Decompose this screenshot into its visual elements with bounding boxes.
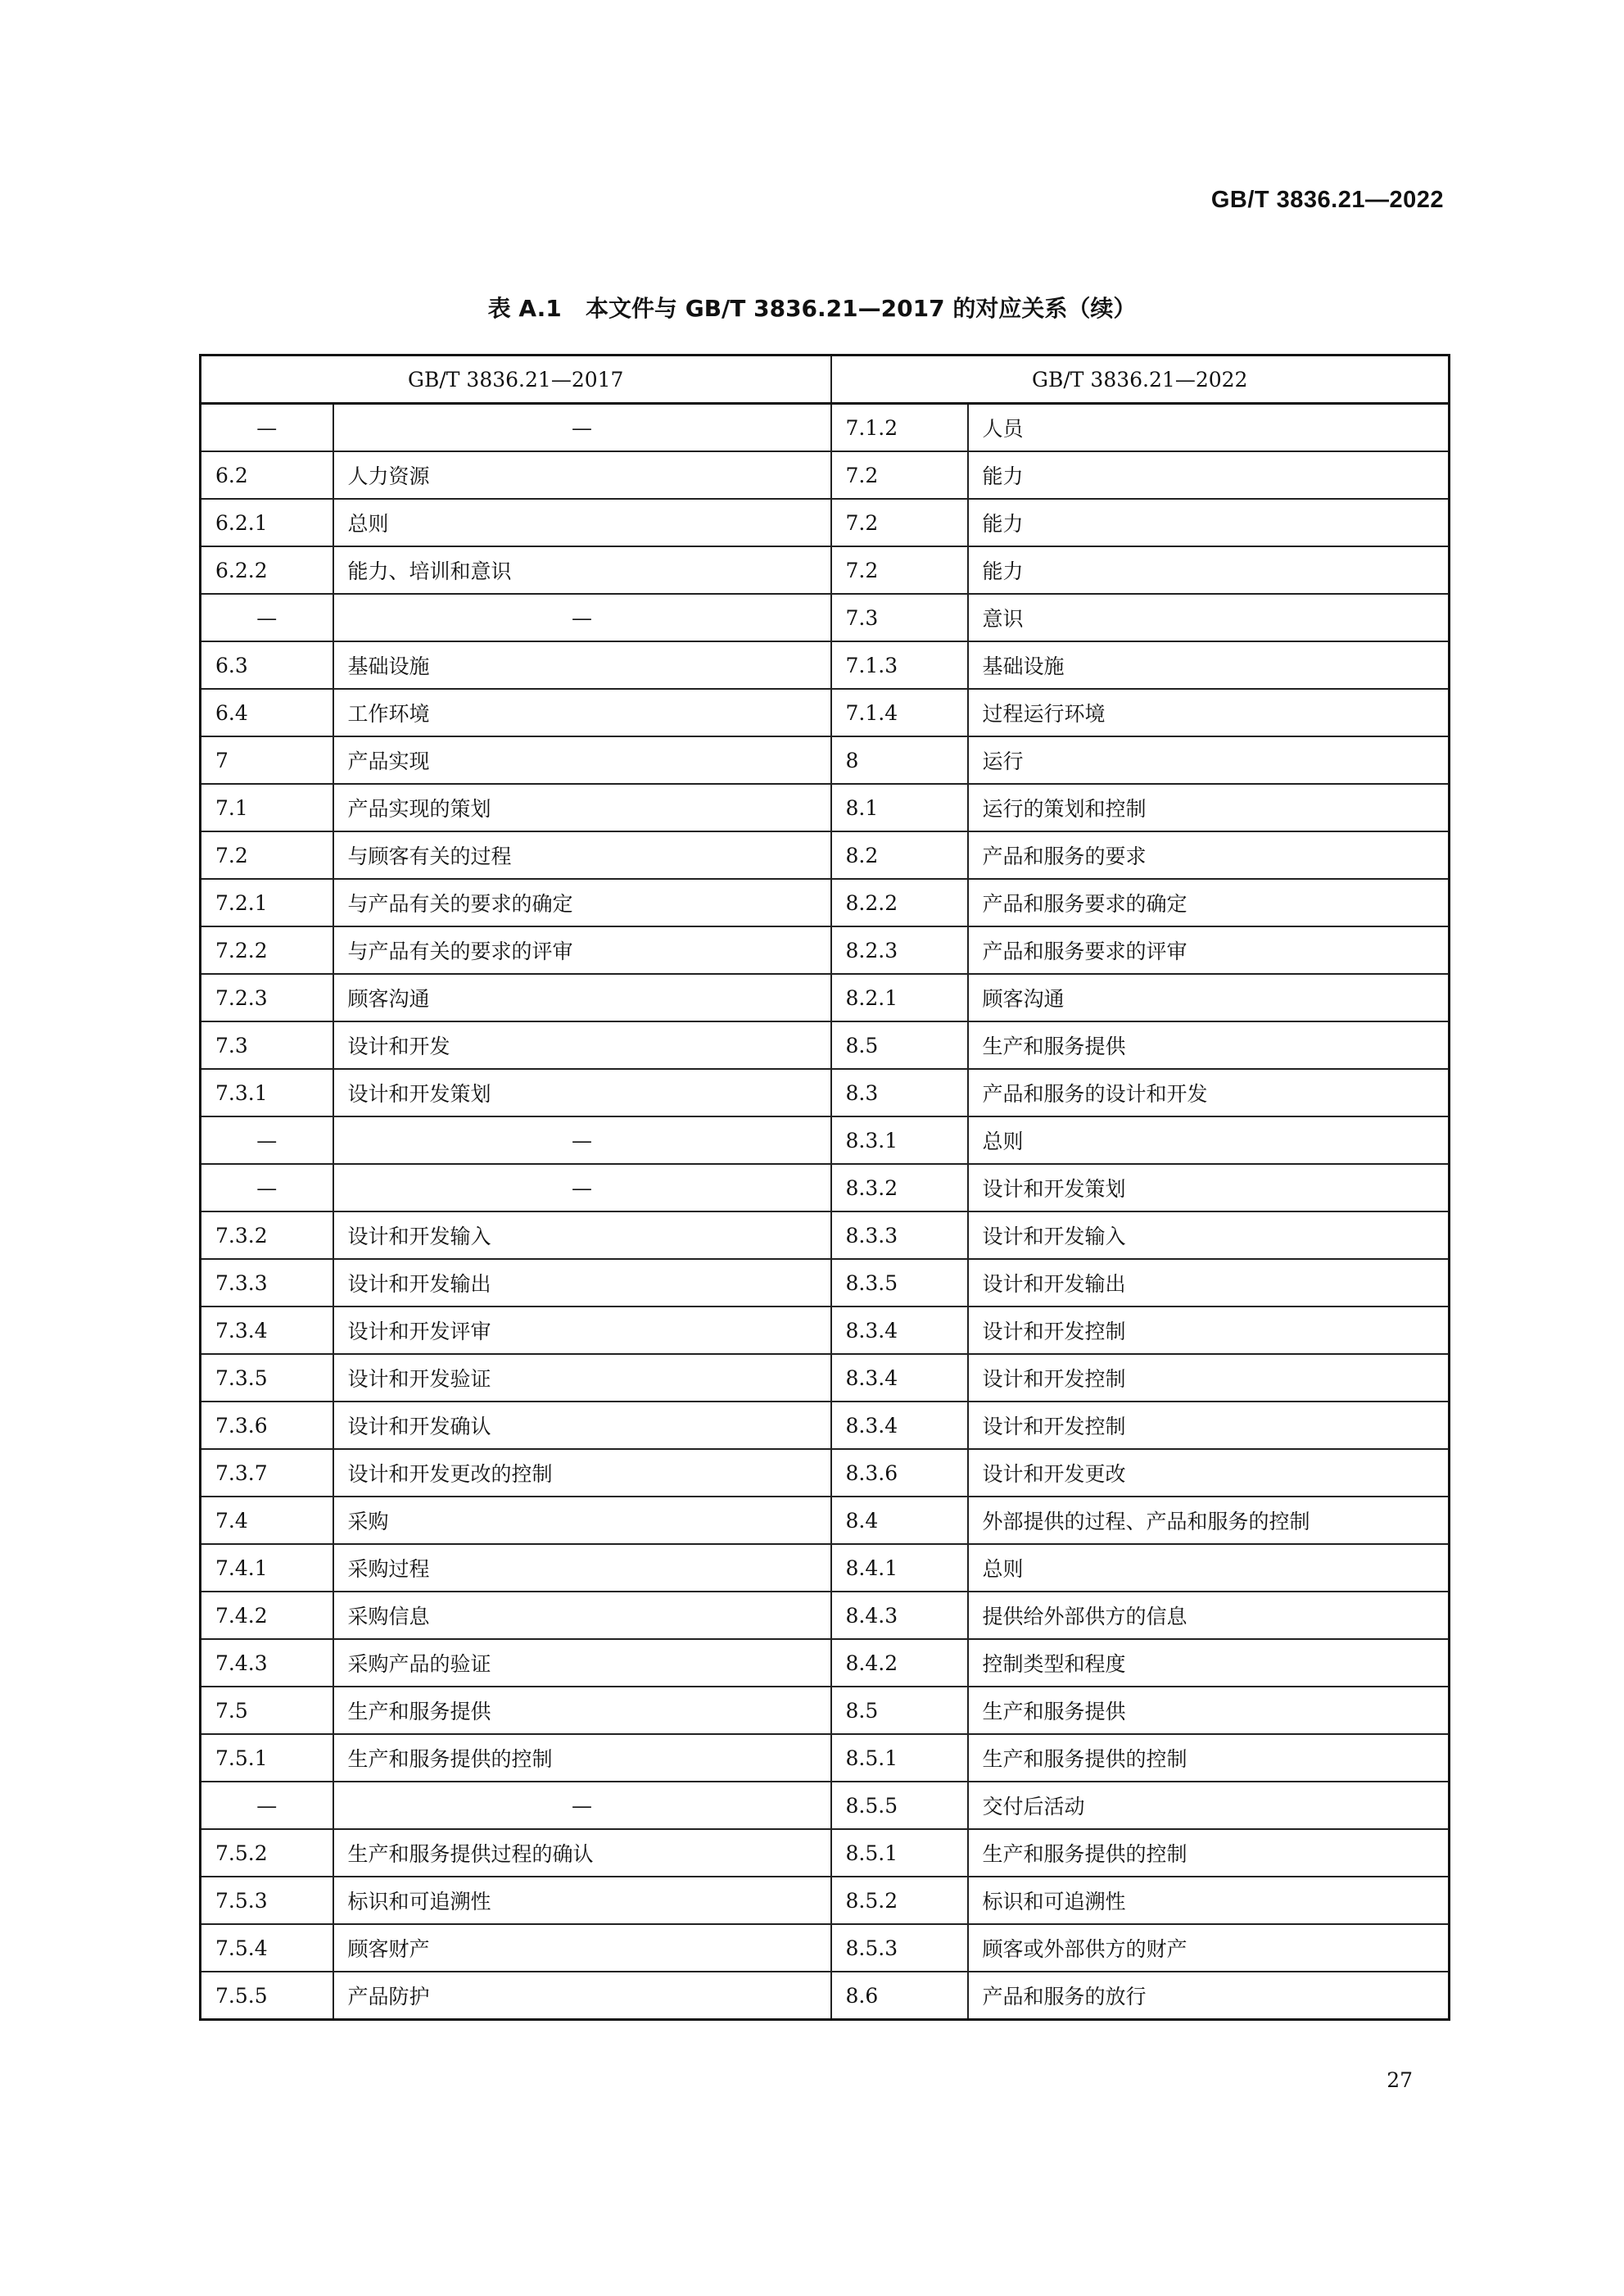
new-clause-number: 8.2 <box>831 831 968 879</box>
old-clause-number: 6.3 <box>201 641 333 689</box>
new-clause-number: 8.3.6 <box>831 1449 968 1497</box>
new-clause-title: 运行 <box>968 736 1450 784</box>
old-clause-number: 7.1 <box>201 784 333 831</box>
new-clause-number: 8.5 <box>831 1021 968 1069</box>
table-title: 表 A.1 本文件与 GB/T 3836.21—2017 的对应关系（续） <box>487 295 1137 322</box>
new-clause-title: 产品和服务的要求 <box>968 831 1450 879</box>
old-clause-number: 7.3.6 <box>201 1402 333 1449</box>
table-row <box>201 831 1450 879</box>
new-clause-title: 设计和开发策划 <box>968 1164 1450 1211</box>
old-clause-title: 设计和开发 <box>333 1021 831 1069</box>
old-clause-title: 总则 <box>333 499 831 546</box>
old-clause-title: 设计和开发确认 <box>333 1402 831 1449</box>
new-clause-number: 8.4 <box>831 1497 968 1544</box>
old-clause-number: 7.3.7 <box>201 1449 333 1497</box>
old-clause-number: 7.2.1 <box>201 879 333 926</box>
new-clause-title: 意识 <box>968 594 1450 641</box>
new-clause-number: 8.3.1 <box>831 1116 968 1164</box>
new-clause-number: 8.5.1 <box>831 1829 968 1877</box>
table-row <box>201 1687 1450 1734</box>
table-row <box>201 1592 1450 1639</box>
old-clause-title: 设计和开发策划 <box>333 1069 831 1116</box>
new-clause-number: 7.2 <box>831 499 968 546</box>
table-row <box>201 1021 1450 1069</box>
new-clause-number: 7.2 <box>831 546 968 594</box>
old-clause-title: 人力资源 <box>333 451 831 499</box>
new-clause-number: 8.4.1 <box>831 1544 968 1592</box>
old-clause-title: 设计和开发输入 <box>333 1211 831 1259</box>
table-row <box>201 784 1450 831</box>
header-new-standard: GB/T 3836.21—2022 <box>831 355 1450 404</box>
old-clause-title: 顾客沟通 <box>333 974 831 1021</box>
new-clause-number: 8.2.2 <box>831 879 968 926</box>
old-clause-number: 7.5.3 <box>201 1877 333 1924</box>
old-clause-number: 7.5 <box>201 1687 333 1734</box>
new-clause-title: 人员 <box>968 404 1450 452</box>
table-row <box>201 404 1450 452</box>
new-clause-title: 生产和服务提供 <box>968 1687 1450 1734</box>
new-clause-title: 基础设施 <box>968 641 1450 689</box>
old-clause-number: 7.3.2 <box>201 1211 333 1259</box>
old-clause-title: — <box>333 594 831 641</box>
old-clause-number: 6.2.1 <box>201 499 333 546</box>
old-clause-number: 7.3.3 <box>201 1259 333 1307</box>
old-clause-number: 7.5.1 <box>201 1734 333 1782</box>
table-row <box>201 499 1450 546</box>
old-clause-title: 标识和可追溯性 <box>333 1877 831 1924</box>
new-clause-title: 设计和开发输入 <box>968 1211 1450 1259</box>
new-clause-number: 8.4.3 <box>831 1592 968 1639</box>
new-clause-title: 生产和服务提供的控制 <box>968 1829 1450 1877</box>
table-row <box>201 451 1450 499</box>
table-row <box>201 1449 1450 1497</box>
table-row <box>201 1924 1450 1972</box>
table-row <box>201 1829 1450 1877</box>
old-clause-number: 7.4 <box>201 1497 333 1544</box>
new-clause-title: 设计和开发输出 <box>968 1259 1450 1307</box>
new-clause-number: 8.5.2 <box>831 1877 968 1924</box>
old-clause-number: 7.4.2 <box>201 1592 333 1639</box>
old-clause-number: 7.5.5 <box>201 1972 333 2020</box>
old-clause-number: 7 <box>201 736 333 784</box>
new-clause-title: 总则 <box>968 1116 1450 1164</box>
old-clause-title: 设计和开发验证 <box>333 1354 831 1402</box>
old-clause-number: — <box>201 1116 333 1164</box>
old-clause-title: 能力、培训和意识 <box>333 546 831 594</box>
old-clause-number: 7.2.2 <box>201 926 333 974</box>
old-clause-number: 7.3 <box>201 1021 333 1069</box>
new-clause-number: 8.4.2 <box>831 1639 968 1687</box>
old-clause-title: — <box>333 1116 831 1164</box>
old-clause-number: 6.4 <box>201 689 333 736</box>
new-clause-title: 交付后活动 <box>968 1782 1450 1829</box>
old-clause-title: 设计和开发评审 <box>333 1307 831 1354</box>
header-old-standard: GB/T 3836.21—2017 <box>201 355 831 404</box>
table-row <box>201 1354 1450 1402</box>
new-clause-title: 生产和服务提供 <box>968 1021 1450 1069</box>
old-clause-number: — <box>201 1164 333 1211</box>
new-clause-title: 生产和服务提供的控制 <box>968 1734 1450 1782</box>
new-clause-title: 总则 <box>968 1544 1450 1592</box>
standard-code: GB/T 3836.21—2022 <box>1210 187 1444 213</box>
table-row <box>201 1877 1450 1924</box>
old-clause-title: 顾客财产 <box>333 1924 831 1972</box>
old-clause-title: 采购过程 <box>333 1544 831 1592</box>
old-clause-title: 工作环境 <box>333 689 831 736</box>
table-row <box>201 1116 1450 1164</box>
new-clause-number: 8.3.2 <box>831 1164 968 1211</box>
new-clause-number: 8.3.5 <box>831 1259 968 1307</box>
new-clause-number: 8.5.1 <box>831 1734 968 1782</box>
old-clause-title: 与顾客有关的过程 <box>333 831 831 879</box>
table-row <box>201 1972 1450 2020</box>
new-clause-number: 8.5.5 <box>831 1782 968 1829</box>
new-clause-number: 7.1.3 <box>831 641 968 689</box>
new-clause-number: 7.2 <box>831 451 968 499</box>
table-row <box>201 546 1450 594</box>
new-clause-number: 8.2.3 <box>831 926 968 974</box>
old-clause-title: 采购 <box>333 1497 831 1544</box>
old-clause-number: 7.2 <box>201 831 333 879</box>
new-clause-number: 7.3 <box>831 594 968 641</box>
new-clause-title: 设计和开发控制 <box>968 1307 1450 1354</box>
correspondence-table <box>199 354 1450 2021</box>
new-clause-title: 能力 <box>968 546 1450 594</box>
new-clause-number: 8.2.1 <box>831 974 968 1021</box>
old-clause-number: — <box>201 594 333 641</box>
old-clause-title: 生产和服务提供的控制 <box>333 1734 831 1782</box>
table-row <box>201 1069 1450 1116</box>
new-clause-number: 8.3.4 <box>831 1307 968 1354</box>
new-clause-title: 设计和开发更改 <box>968 1449 1450 1497</box>
old-clause-title: 设计和开发更改的控制 <box>333 1449 831 1497</box>
new-clause-number: 8 <box>831 736 968 784</box>
new-clause-title: 产品和服务的设计和开发 <box>968 1069 1450 1116</box>
new-clause-title: 能力 <box>968 451 1450 499</box>
page-number: 27 <box>1387 2068 1413 2092</box>
new-clause-number: 7.1.4 <box>831 689 968 736</box>
old-clause-title: — <box>333 1164 831 1211</box>
new-clause-title: 过程运行环境 <box>968 689 1450 736</box>
old-clause-title: 采购产品的验证 <box>333 1639 831 1687</box>
old-clause-title: 产品实现的策划 <box>333 784 831 831</box>
new-clause-title: 控制类型和程度 <box>968 1639 1450 1687</box>
new-clause-title: 设计和开发控制 <box>968 1354 1450 1402</box>
table-row <box>201 1259 1450 1307</box>
new-clause-title: 能力 <box>968 499 1450 546</box>
old-clause-title: 采购信息 <box>333 1592 831 1639</box>
old-clause-title: 设计和开发输出 <box>333 1259 831 1307</box>
old-clause-number: 6.2 <box>201 451 333 499</box>
old-clause-number: 7.3.4 <box>201 1307 333 1354</box>
new-clause-title: 产品和服务要求的评审 <box>968 926 1450 974</box>
old-clause-title: 产品防护 <box>333 1972 831 2020</box>
table-row <box>201 594 1450 641</box>
new-clause-number: 8.3.4 <box>831 1354 968 1402</box>
old-clause-number: 7.3.1 <box>201 1069 333 1116</box>
old-clause-title: 与产品有关的要求的评审 <box>333 926 831 974</box>
new-clause-number: 8.6 <box>831 1972 968 2020</box>
new-clause-title: 设计和开发控制 <box>968 1402 1450 1449</box>
old-clause-number: 7.5.2 <box>201 1829 333 1877</box>
table-row <box>201 879 1450 926</box>
old-clause-number: 7.2.3 <box>201 974 333 1021</box>
table-header-row <box>201 355 1450 404</box>
table-row <box>201 1782 1450 1829</box>
table-row <box>201 1497 1450 1544</box>
old-clause-number: 6.2.2 <box>201 546 333 594</box>
new-clause-title: 外部提供的过程、产品和服务的控制 <box>968 1497 1450 1544</box>
new-clause-title: 提供给外部供方的信息 <box>968 1592 1450 1639</box>
old-clause-number: 7.4.1 <box>201 1544 333 1592</box>
table-row <box>201 1211 1450 1259</box>
table-row <box>201 736 1450 784</box>
table-row <box>201 926 1450 974</box>
old-clause-number: 7.5.4 <box>201 1924 333 1972</box>
old-clause-number: 7.3.5 <box>201 1354 333 1402</box>
new-clause-title: 运行的策划和控制 <box>968 784 1450 831</box>
new-clause-title: 顾客沟通 <box>968 974 1450 1021</box>
old-clause-title: 与产品有关的要求的确定 <box>333 879 831 926</box>
table-row <box>201 1402 1450 1449</box>
table-row <box>201 1734 1450 1782</box>
table-row <box>201 689 1450 736</box>
table-row <box>201 1639 1450 1687</box>
table-row <box>201 1164 1450 1211</box>
old-clause-title: 基础设施 <box>333 641 831 689</box>
new-clause-title: 产品和服务的放行 <box>968 1972 1450 2020</box>
new-clause-title: 标识和可追溯性 <box>968 1877 1450 1924</box>
old-clause-number: — <box>201 404 333 452</box>
new-clause-number: 8.3.3 <box>831 1211 968 1259</box>
old-clause-title: 产品实现 <box>333 736 831 784</box>
new-clause-number: 7.1.2 <box>831 404 968 452</box>
new-clause-number: 8.5.3 <box>831 1924 968 1972</box>
table-row <box>201 1307 1450 1354</box>
old-clause-title: — <box>333 404 831 452</box>
old-clause-title: — <box>333 1782 831 1829</box>
table-row <box>201 1544 1450 1592</box>
table-row <box>201 641 1450 689</box>
old-clause-title: 生产和服务提供过程的确认 <box>333 1829 831 1877</box>
new-clause-number: 8.5 <box>831 1687 968 1734</box>
new-clause-title: 顾客或外部供方的财产 <box>968 1924 1450 1972</box>
table-body <box>201 404 1450 2020</box>
table-row <box>201 974 1450 1021</box>
old-clause-number: — <box>201 1782 333 1829</box>
new-clause-number: 8.1 <box>831 784 968 831</box>
new-clause-number: 8.3.4 <box>831 1402 968 1449</box>
old-clause-title: 生产和服务提供 <box>333 1687 831 1734</box>
new-clause-number: 8.3 <box>831 1069 968 1116</box>
new-clause-title: 产品和服务要求的确定 <box>968 879 1450 926</box>
old-clause-number: 7.4.3 <box>201 1639 333 1687</box>
